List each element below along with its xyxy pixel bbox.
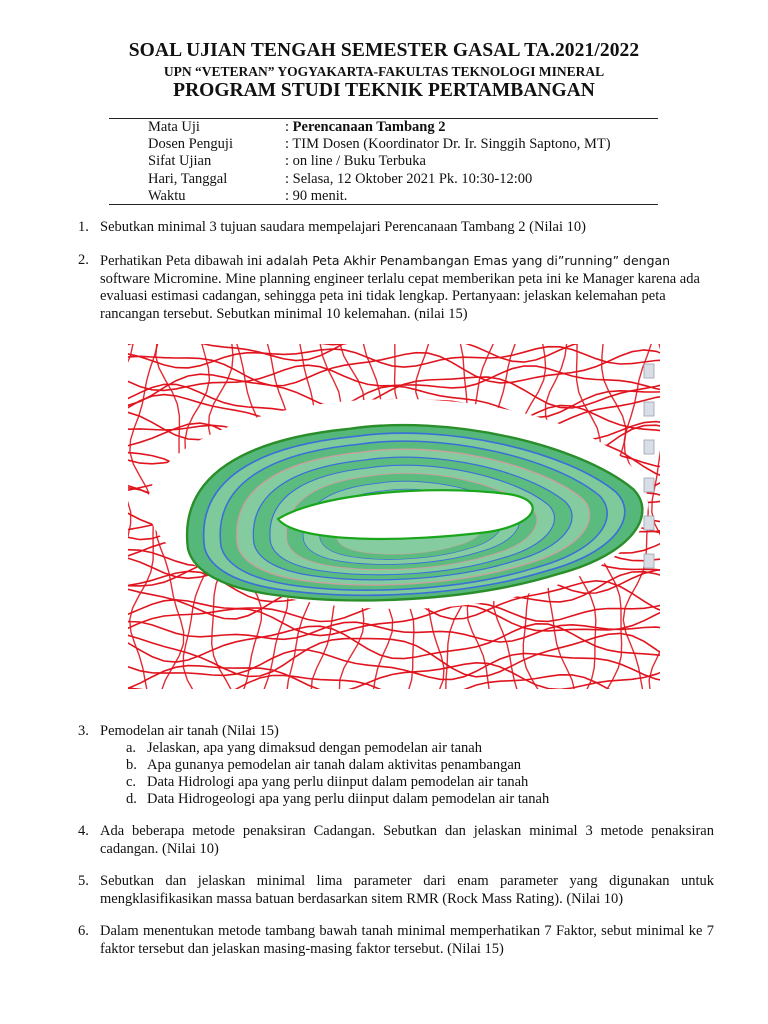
sub-item: d. Data Hidrogeologi apa yang perlu diinput dalam pemodelan air tanah <box>126 791 550 807</box>
question-3: 3. Pemodelan air tanah (Nilai 15) <box>78 723 279 739</box>
question-1: 1. Sebutkan minimal 3 tujuan saudara mempelajari Perencanaan Tambang 2 (Nilai 10) <box>78 219 586 235</box>
info-row-nature: Sifat Ujian : on line / Buku Terbuka <box>148 153 426 170</box>
question-2: 2. Perhatikan Peta dibawah ini adalah Peta Akhir Penambangan Emas yang di”running” dengan software Micromine. Mine planning engineer terlalu cepat memberikan peta ini ke Manager karena ada evaluasi estimasi cadangan, sehingga peta ini tidak lengkap. Pertanyaan: jelaskan kelemahan peta rancangan tersebut. Sebutkan minimal 10 kelemahan. (nilai 15) <box>78 252 700 322</box>
program-name: PROGRAM STUDI TEKNIK PERTAMBANGAN <box>173 80 595 101</box>
toolbar-icon <box>644 364 654 378</box>
institution-name: UPN “VETERAN” YOGYAKARTA-FAKULTAS TEKNOLOGI MINERAL <box>163 64 605 79</box>
info-row-subject: Mata Uji : Perencanaan Tambang 2 <box>148 119 446 135</box>
sub-item: b. Apa gunanya pemodelan air tanah dalam aktivitas penambangan <box>126 757 522 773</box>
question-6: 6. Dalam menentukan metode tambang bawah tanah minimal memperhatikan 7 Faktor, sebut minimal ke 7 faktor tersebut dan jelaskan masing-masing faktor tersebut. (Nilai 15) <box>78 923 714 957</box>
info-row-time: Waktu : 90 menit. <box>148 187 348 204</box>
toolbar-icon <box>644 554 654 568</box>
toolbar-icon <box>644 478 654 492</box>
pit-contour-map <box>128 344 660 689</box>
contour-line <box>128 633 660 676</box>
exam-info <box>148 119 611 205</box>
toolbar-icon <box>644 440 654 454</box>
sub-item: c. Data Hidrologi apa yang perlu diinput dalam pemodelan air tanah <box>126 774 529 790</box>
toolbar-icon <box>644 516 654 530</box>
question-5: 5. Sebutkan dan jelaskan minimal lima parameter dari enam parameter yang digunakan untuk mengklasifikasikan massa batuan berdasarkan sitem RMR (Rock Mass Rating). (Nilai 10) <box>78 873 714 907</box>
toolbar-icon <box>644 402 654 416</box>
question-3-subitems <box>126 740 549 808</box>
divider-bottom <box>109 204 658 205</box>
contour-map-image <box>128 344 660 689</box>
info-row-examiner: Dosen Penguji : TIM Dosen (Koordinator Dr. Ir. Singgih Saptono, MT) <box>148 136 611 153</box>
info-row-date: Hari, Tanggal : Selasa, 12 Oktober 2021 Pk. 10:30-12:00 <box>148 170 533 187</box>
question-4: 4. Ada beberapa metode penaksiran Cadangan. Sebutkan dan jelaskan minimal 3 metode penaksiran cadangan. (Nilai 10) <box>78 823 714 857</box>
sub-item: a. Jelaskan, apa yang dimaksud dengan pemodelan air tanah <box>126 740 482 756</box>
exam-title: SOAL UJIAN TENGAH SEMESTER GASAL TA.2021/2022 <box>128 40 640 61</box>
